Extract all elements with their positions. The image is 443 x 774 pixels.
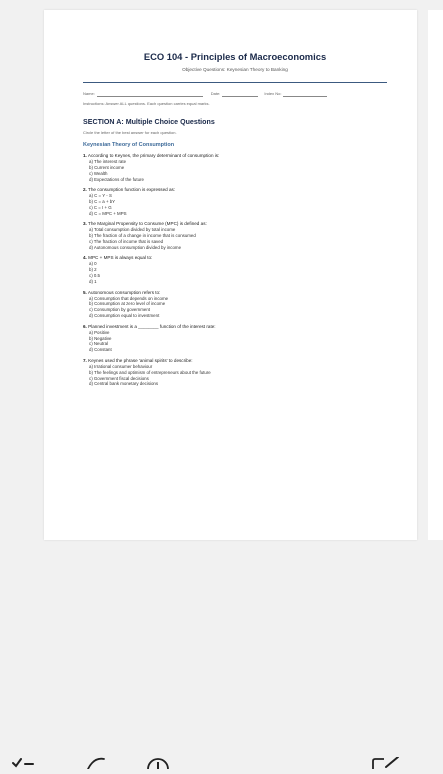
bottom-toolbar <box>0 752 443 768</box>
next-page-edge <box>428 10 443 540</box>
question-number: 4. <box>83 255 87 261</box>
question-text: Planned investment is a ________ function of the interest rate: <box>88 323 216 329</box>
answer-option: b) The feelings and optimism of entrepreneurs about the future <box>89 369 211 375</box>
compose-icon[interactable] <box>370 756 400 774</box>
question-number: 6. <box>83 323 87 329</box>
answer-option: d) Constant <box>89 347 112 353</box>
pen-icon[interactable] <box>86 756 108 774</box>
checklist-icon[interactable] <box>12 756 36 774</box>
question-number: 5. <box>83 289 87 295</box>
question-number: 7. <box>83 357 87 363</box>
student-info-fields <box>83 91 387 97</box>
answer-option: a) Positive <box>89 329 110 335</box>
index-line <box>283 92 327 97</box>
answer-option: b) Consumption at zero level of income <box>89 301 166 307</box>
answer-option: c) Government fiscal decisions <box>89 375 149 381</box>
question-text: Autonomous consumption refers to: <box>87 289 161 295</box>
section-title: SECTION A: Multiple Choice Questions <box>83 118 215 126</box>
question-item <box>83 187 387 217</box>
answer-option: b) Current income <box>89 164 125 170</box>
question-text: The consumption function is expressed as: <box>88 187 176 193</box>
question-item <box>83 290 387 320</box>
section-note: Circle the letter of the best answer for each question. <box>83 130 177 135</box>
answer-option: a) 0 <box>89 261 97 267</box>
question-number: 1. <box>83 153 87 158</box>
answer-option: d) Central bank monetary decisions <box>89 381 159 387</box>
answer-option: b) Negative <box>89 335 112 341</box>
answer-option: d) C = MPC + MPS <box>89 210 127 216</box>
date-line <box>222 92 258 97</box>
title-divider <box>83 82 387 83</box>
question-text: Keynes used the phrase 'animal spirits' to describe: <box>88 357 193 363</box>
index-label: Index No: <box>264 91 282 96</box>
answer-option: a) C = Y - S <box>89 193 112 199</box>
question-text: MPC + MPS is always equal to: <box>88 255 153 261</box>
document-title: ECO 104 - Principles of Macroeconomics <box>143 51 327 62</box>
answer-option: d) Expectations of the future <box>89 176 144 182</box>
answer-option: b) The fraction of a change in income that is consumed <box>89 233 196 239</box>
question-item <box>83 153 387 183</box>
answer-option: d) Autonomous consumption divided by income <box>89 244 182 250</box>
name-label: Name: <box>83 91 95 96</box>
answer-option: c) C = I + G <box>89 204 112 210</box>
answer-option: d) Consumption equal to investment <box>89 313 160 319</box>
question-number: 3. <box>83 221 87 227</box>
answer-option: d) 1 <box>89 279 97 285</box>
name-line <box>97 92 203 97</box>
question-text: The Marginal Propensity to Consume (MPC) is defined as: <box>88 221 207 227</box>
answer-option: b) 2 <box>89 267 97 273</box>
answer-option: c) Wealth <box>89 170 108 176</box>
question-list <box>83 153 387 387</box>
question-item <box>83 324 387 354</box>
index-field <box>264 91 327 97</box>
document-subtitle: Objective Questions: Keynesian Theory to Banking <box>182 67 288 72</box>
date-label: Date: <box>210 91 221 96</box>
add-circle-icon[interactable] <box>146 756 170 774</box>
topic-subheading: Keynesian Theory of Consumption <box>83 142 175 148</box>
answer-option: b) C = a + bY <box>89 199 116 205</box>
answer-option: c) Consumption by government <box>89 307 151 313</box>
document-page[interactable] <box>44 10 417 540</box>
answer-option: c) 0.5 <box>89 273 100 279</box>
answer-option: c) The fraction of income that is saved <box>89 239 164 245</box>
answer-option: a) Consumption that depends on income <box>89 295 169 301</box>
question-number: 2. <box>83 187 87 193</box>
name-field <box>83 91 203 97</box>
date-field <box>211 91 259 97</box>
answer-option: c) Neutral <box>89 341 109 347</box>
answer-option: a) Irrational consumer behaviour <box>89 363 153 369</box>
question-item <box>83 255 387 285</box>
answer-option: a) The interest rate <box>89 159 127 164</box>
answer-option: a) Total consumption divided by total income <box>89 227 176 233</box>
question-item <box>83 358 387 388</box>
question-text: According to Keynes, the primary determinant of consumption is: <box>87 153 220 158</box>
question-item <box>83 221 387 251</box>
instructions: Instructions: Answer ALL questions. Each question carries equal marks. <box>83 101 210 106</box>
